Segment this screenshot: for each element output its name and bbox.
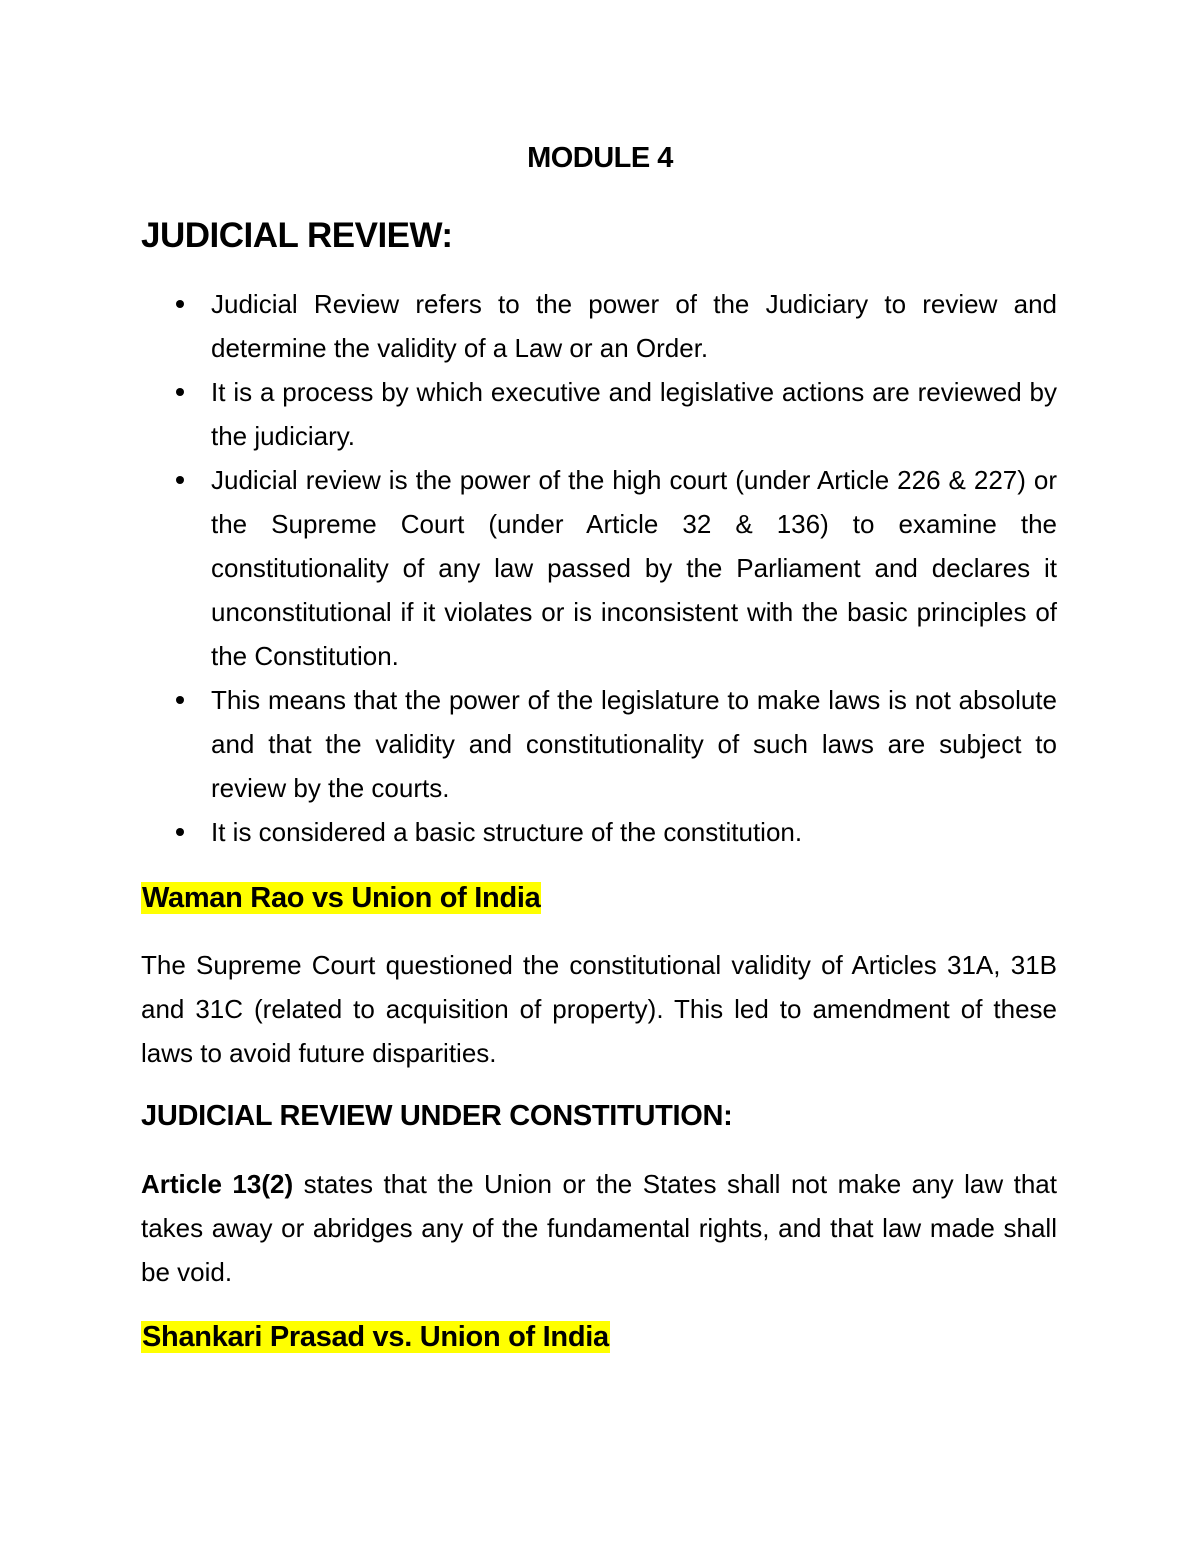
list-item xyxy=(141,810,1057,854)
module-title xyxy=(0,142,1200,175)
bullet-text: Judicial review is the power of the high court (under Article 226 & 227) or the Supreme Court (under Article 32 & 136) to examine the constitutionality of any law passed by the Parliament and declares it unconstitutional if it violates or is inconsistent with the basic principles of the Constitution. xyxy=(211,465,1057,671)
bullet-icon xyxy=(176,828,184,836)
bullet-text: It is considered a basic structure of the constitution. xyxy=(211,817,803,847)
bullet-text: Judicial Review refers to the power of the Judiciary to review and determine the validity of a Law or an Order. xyxy=(211,289,1057,363)
bullet-icon xyxy=(176,696,184,704)
list-item xyxy=(141,678,1057,810)
case-heading-waman-rao xyxy=(141,878,541,918)
list-item xyxy=(141,370,1057,458)
list-item xyxy=(141,458,1057,678)
judicial-review-heading: JUDICIAL REVIEW: xyxy=(141,216,453,255)
judicial-review-under-constitution-heading: JUDICIAL REVIEW UNDER CONSTITUTION: xyxy=(141,1100,733,1132)
bullet-text: It is a process by which executive and legislative actions are reviewed by the judiciary. xyxy=(211,377,1057,451)
highlighted-case-title: Waman Rao vs Union of India xyxy=(142,882,541,914)
bullet-text: This means that the power of the legislature to make laws is not absolute and that the validity and constitutionality of such laws are subject to review by the courts. xyxy=(211,685,1057,803)
list-item xyxy=(141,282,1057,370)
article-13-paragraph xyxy=(141,1162,1057,1294)
case-heading-shankari-prasad xyxy=(141,1317,610,1357)
highlighted-case-title: Shankari Prasad vs. Union of India xyxy=(142,1321,609,1353)
bullet-icon xyxy=(176,300,184,308)
bullet-icon xyxy=(176,388,184,396)
module-title-text: MODULE 4 xyxy=(527,142,673,174)
waman-rao-paragraph: The Supreme Court questioned the constitutional validity of Articles 31A, 31B and 31C (related to acquisition of property). This led to amendment of these laws to avoid future disparities. xyxy=(141,950,1057,1068)
bullet-icon xyxy=(176,476,184,484)
judicial-review-bullet-list xyxy=(141,282,1057,854)
article-label: Article 13(2) xyxy=(141,1169,294,1199)
article-text: states that the Union or the States shall not make any law that takes away or abridges any of the fundamental rights, and that law made shall be void. xyxy=(141,1169,1057,1287)
